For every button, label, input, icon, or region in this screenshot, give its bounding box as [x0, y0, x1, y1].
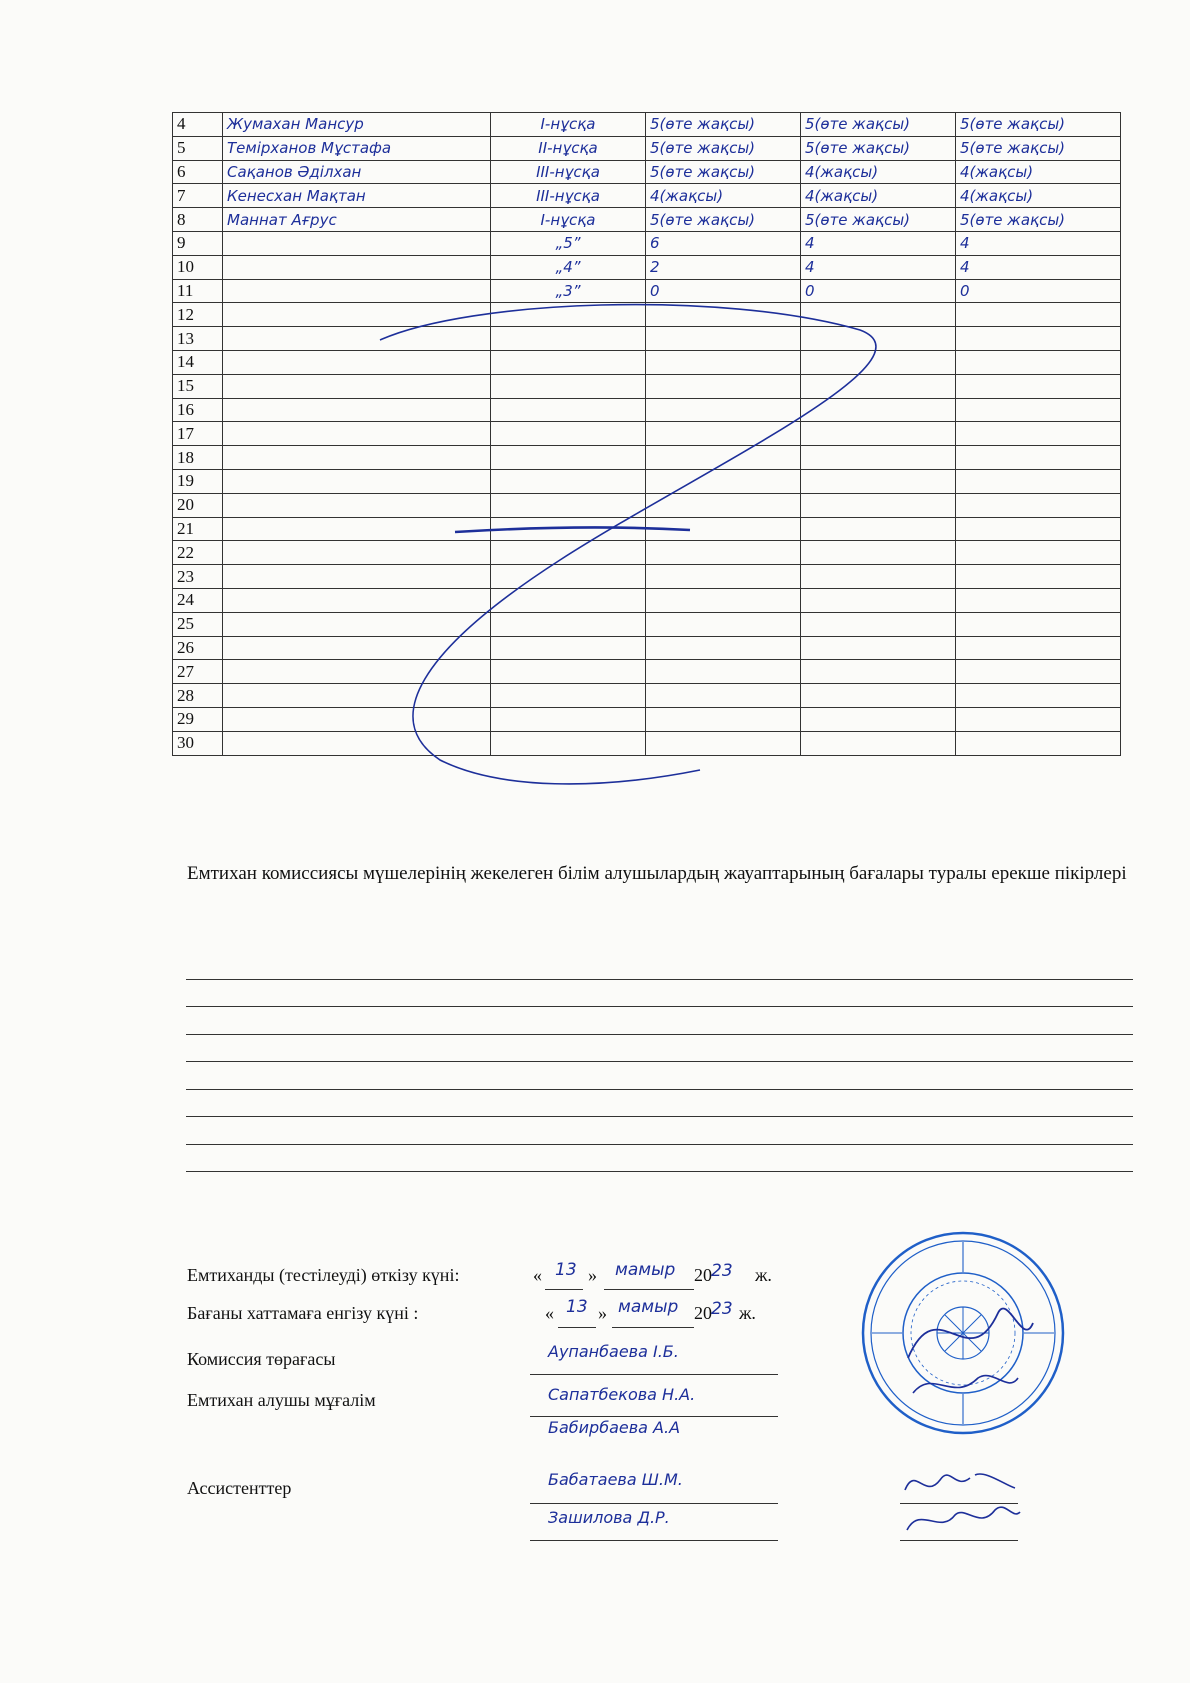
- table-row: [173, 231, 1121, 255]
- grade-2-cell: [801, 588, 956, 612]
- row-number-cell: 14: [173, 350, 223, 374]
- ticket-variant-cell: [491, 446, 646, 470]
- grade-1-cell: [646, 660, 801, 684]
- grade-3-cell: 4(жақсы): [956, 160, 1121, 184]
- student-name-cell: Сақанов Әділхан: [223, 160, 491, 184]
- grade-2-cell: 5(өте жақсы): [801, 208, 956, 232]
- student-name-cell: [223, 303, 491, 327]
- table-row: [173, 731, 1121, 755]
- grade-2-cell: [801, 636, 956, 660]
- grade-3-cell: [956, 374, 1121, 398]
- comment-line: [186, 1117, 1133, 1145]
- table-row: [173, 113, 1121, 137]
- ticket-variant-cell: [491, 327, 646, 351]
- grade-1-cell: 5(өте жақсы): [646, 136, 801, 160]
- grade-2-cell: 4(жақсы): [801, 160, 956, 184]
- ticket-variant-cell: „4”: [491, 255, 646, 279]
- student-name-cell: Кенесхан Мақтан: [223, 184, 491, 208]
- student-name-cell: [223, 660, 491, 684]
- ticket-variant-cell: [491, 398, 646, 422]
- grade-1-cell: 6: [646, 231, 801, 255]
- grade-3-cell: [956, 588, 1121, 612]
- row-number-cell: 11: [173, 279, 223, 303]
- row-number-cell: 26: [173, 636, 223, 660]
- exam-date-label: Емтиханды (тестілеуді) өткізу күні:: [187, 1265, 460, 1285]
- ticket-variant-cell: I-нұсқа: [491, 113, 646, 137]
- exam-date-day: 13: [555, 1260, 577, 1280]
- grade-2-cell: 4(жақсы): [801, 184, 956, 208]
- row-number-cell: 28: [173, 684, 223, 708]
- grade-3-cell: 5(өте жақсы): [956, 136, 1121, 160]
- examiner-name-2: Бабирбаева А.А: [548, 1418, 681, 1437]
- grade-1-cell: [646, 588, 801, 612]
- table-row: [173, 398, 1121, 422]
- grade-3-cell: [956, 731, 1121, 755]
- student-name-cell: [223, 731, 491, 755]
- table-row: [173, 350, 1121, 374]
- row-number-cell: 15: [173, 374, 223, 398]
- grade-1-cell: [646, 707, 801, 731]
- grades-table: [172, 112, 1121, 756]
- grade-3-cell: [956, 350, 1121, 374]
- grade-1-cell: 5(өте жақсы): [646, 160, 801, 184]
- ticket-variant-cell: II-нұсқа: [491, 136, 646, 160]
- row-number-cell: 25: [173, 612, 223, 636]
- grade-2-cell: [801, 565, 956, 589]
- exam-date-month: мамыр: [615, 1260, 676, 1280]
- ticket-variant-cell: [491, 588, 646, 612]
- row-number-cell: 9: [173, 231, 223, 255]
- grade-2-cell: [801, 469, 956, 493]
- grade-3-cell: [956, 422, 1121, 446]
- table-row: [173, 684, 1121, 708]
- row-number-cell: 23: [173, 565, 223, 589]
- table-row: [173, 374, 1121, 398]
- grade-1-cell: [646, 684, 801, 708]
- row-number-cell: 6: [173, 160, 223, 184]
- grade-3-cell: [956, 565, 1121, 589]
- record-day-line: [558, 1303, 596, 1328]
- grade-1-cell: 5(өте жақсы): [646, 208, 801, 232]
- student-name-cell: [223, 493, 491, 517]
- grade-1-cell: [646, 636, 801, 660]
- grade-3-cell: 0: [956, 279, 1121, 303]
- row-number-cell: 24: [173, 588, 223, 612]
- grade-3-cell: [956, 612, 1121, 636]
- row-number-cell: 20: [173, 493, 223, 517]
- exam-year-hw: 23: [711, 1261, 733, 1281]
- row-number-cell: 4: [173, 113, 223, 137]
- student-name-cell: [223, 422, 491, 446]
- ticket-variant-cell: [491, 493, 646, 517]
- ticket-variant-cell: [491, 541, 646, 565]
- record-date-day: 13: [566, 1297, 588, 1317]
- exam-date-open-quote: «: [533, 1265, 542, 1285]
- student-name-cell: [223, 398, 491, 422]
- ticket-variant-cell: [491, 517, 646, 541]
- row-number-cell: 7: [173, 184, 223, 208]
- assistants-label: Ассистенттер: [187, 1478, 292, 1498]
- grade-1-cell: 4(жақсы): [646, 184, 801, 208]
- grade-2-cell: [801, 731, 956, 755]
- student-name-cell: [223, 684, 491, 708]
- grade-3-cell: [956, 446, 1121, 470]
- grade-1-cell: [646, 541, 801, 565]
- grade-1-cell: [646, 327, 801, 351]
- student-name-cell: [223, 517, 491, 541]
- table-row: [173, 208, 1121, 232]
- table-row: [173, 469, 1121, 493]
- row-number-cell: 30: [173, 731, 223, 755]
- grade-1-cell: [646, 493, 801, 517]
- grade-2-cell: [801, 707, 956, 731]
- assistant-name-2: Зашилова Д.Р.: [548, 1508, 670, 1527]
- student-name-cell: [223, 374, 491, 398]
- table-row: [173, 327, 1121, 351]
- student-name-cell: [223, 707, 491, 731]
- chair-label: Комиссия төрағасы: [187, 1349, 336, 1369]
- record-date-suffix: ж.: [739, 1303, 756, 1323]
- grade-2-cell: [801, 422, 956, 446]
- row-number-cell: 21: [173, 517, 223, 541]
- table-row: [173, 636, 1121, 660]
- grade-2-cell: [801, 660, 956, 684]
- grade-2-cell: [801, 541, 956, 565]
- student-name-cell: [223, 327, 491, 351]
- grade-3-cell: [956, 493, 1121, 517]
- record-date-month: мамыр: [618, 1297, 679, 1317]
- row-number-cell: 29: [173, 707, 223, 731]
- row-number-cell: 19: [173, 469, 223, 493]
- grade-2-cell: [801, 517, 956, 541]
- table-row: [173, 303, 1121, 327]
- assistant-line-1: [530, 1479, 778, 1504]
- comment-line: [186, 1090, 1133, 1118]
- row-number-cell: 12: [173, 303, 223, 327]
- row-number-cell: 18: [173, 446, 223, 470]
- student-name-cell: [223, 541, 491, 565]
- row-number-cell: 10: [173, 255, 223, 279]
- ticket-variant-cell: I-нұсқа: [491, 208, 646, 232]
- comment-line: [186, 1035, 1133, 1063]
- examiner-label: Емтихан алушы мұғалім: [187, 1390, 376, 1410]
- comment-line: [186, 1145, 1133, 1173]
- grade-3-cell: 5(өте жақсы): [956, 113, 1121, 137]
- ticket-variant-cell: „5”: [491, 231, 646, 255]
- ticket-variant-cell: [491, 303, 646, 327]
- ticket-variant-cell: III-нұсқа: [491, 184, 646, 208]
- table-row: [173, 279, 1121, 303]
- grade-2-cell: [801, 398, 956, 422]
- ticket-variant-cell: [491, 684, 646, 708]
- grade-1-cell: 5(өте жақсы): [646, 113, 801, 137]
- grade-3-cell: [956, 660, 1121, 684]
- grade-1-cell: [646, 612, 801, 636]
- grade-3-cell: [956, 707, 1121, 731]
- student-name-cell: [223, 636, 491, 660]
- ticket-variant-cell: [491, 636, 646, 660]
- table-row: [173, 255, 1121, 279]
- record-year-prefix: 20: [694, 1303, 712, 1323]
- student-name-cell: [223, 350, 491, 374]
- comment-line: [186, 1062, 1133, 1090]
- grade-3-cell: [956, 398, 1121, 422]
- ticket-variant-cell: [491, 469, 646, 493]
- row-number-cell: 13: [173, 327, 223, 351]
- row-number-cell: 27: [173, 660, 223, 684]
- grade-2-cell: 4: [801, 231, 956, 255]
- chair-name: Аупанбаева І.Б.: [548, 1342, 679, 1361]
- ticket-variant-cell: [491, 660, 646, 684]
- grade-1-cell: [646, 350, 801, 374]
- grade-1-cell: [646, 374, 801, 398]
- table-row: [173, 493, 1121, 517]
- table-row: [173, 612, 1121, 636]
- student-name-cell: [223, 446, 491, 470]
- grade-2-cell: [801, 612, 956, 636]
- grade-2-cell: 4: [801, 255, 956, 279]
- table-row: [173, 660, 1121, 684]
- grade-1-cell: [646, 303, 801, 327]
- comment-line: [186, 980, 1133, 1008]
- exam-date-close-quote: »: [588, 1265, 597, 1285]
- examiner-name-1: Сапатбекова Н.А.: [548, 1385, 696, 1404]
- ticket-variant-cell: [491, 612, 646, 636]
- exam-month-line: [604, 1265, 694, 1290]
- record-month-line: [612, 1303, 694, 1328]
- exam-day-line: [545, 1265, 583, 1290]
- exam-year-prefix: 20: [694, 1265, 712, 1285]
- grade-1-cell: [646, 517, 801, 541]
- student-name-cell: Маннат Ағрус: [223, 208, 491, 232]
- grade-2-cell: [801, 327, 956, 351]
- grade-2-cell: [801, 350, 956, 374]
- grade-3-cell: [956, 517, 1121, 541]
- table-row: [173, 136, 1121, 160]
- comment-line: [186, 1007, 1133, 1035]
- grade-3-cell: 4(жақсы): [956, 184, 1121, 208]
- record-date-close-quote: »: [598, 1303, 607, 1323]
- ticket-variant-cell: [491, 374, 646, 398]
- comment-lines: [186, 952, 1133, 1172]
- grade-3-cell: 4: [956, 231, 1121, 255]
- assistant-signatures: [895, 1460, 1025, 1540]
- student-name-cell: [223, 279, 491, 303]
- grade-2-cell: [801, 493, 956, 517]
- ticket-variant-cell: [491, 565, 646, 589]
- exam-date-suffix: ж.: [755, 1265, 772, 1285]
- assistant-line-2: [530, 1516, 778, 1541]
- grade-3-cell: [956, 303, 1121, 327]
- student-name-cell: [223, 255, 491, 279]
- row-number-cell: 17: [173, 422, 223, 446]
- grade-2-cell: [801, 303, 956, 327]
- row-number-cell: 16: [173, 398, 223, 422]
- table-row: [173, 588, 1121, 612]
- grade-2-cell: 5(өте жақсы): [801, 136, 956, 160]
- ticket-variant-cell: „3”: [491, 279, 646, 303]
- grade-1-cell: 0: [646, 279, 801, 303]
- grade-1-cell: [646, 731, 801, 755]
- table-row: [173, 422, 1121, 446]
- grade-1-cell: [646, 422, 801, 446]
- table-row: [173, 707, 1121, 731]
- grade-2-cell: [801, 374, 956, 398]
- record-date-open-quote: «: [545, 1303, 554, 1323]
- grades-table-body: [173, 113, 1121, 756]
- grade-2-cell: [801, 684, 956, 708]
- grade-3-cell: [956, 327, 1121, 351]
- grade-3-cell: [956, 636, 1121, 660]
- student-name-cell: [223, 469, 491, 493]
- grade-2-cell: 0: [801, 279, 956, 303]
- student-name-cell: [223, 612, 491, 636]
- grade-2-cell: [801, 446, 956, 470]
- student-name-cell: [223, 231, 491, 255]
- grade-3-cell: 4: [956, 255, 1121, 279]
- ticket-variant-cell: III-нұсқа: [491, 160, 646, 184]
- record-date-label: Бағаны хаттамаға енгізу күні :: [187, 1303, 419, 1323]
- table-row: [173, 446, 1121, 470]
- grade-2-cell: 5(өте жақсы): [801, 113, 956, 137]
- ticket-variant-cell: [491, 707, 646, 731]
- table-row: [173, 541, 1121, 565]
- comments-title: Емтихан комиссиясы мүшелерінің жекелеген білім алушылардың жауаптарының бағалары туралы ерекше пікірлері: [187, 863, 1127, 884]
- grade-3-cell: 5(өте жақсы): [956, 208, 1121, 232]
- grade-1-cell: [646, 398, 801, 422]
- table-row: [173, 517, 1121, 541]
- grade-3-cell: [956, 541, 1121, 565]
- student-name-cell: Жумахан Мансур: [223, 113, 491, 137]
- record-year-hw: 23: [711, 1299, 733, 1319]
- grade-3-cell: [956, 469, 1121, 493]
- ticket-variant-cell: [491, 350, 646, 374]
- grade-1-cell: [646, 469, 801, 493]
- grade-1-cell: [646, 446, 801, 470]
- grade-3-cell: [956, 684, 1121, 708]
- grade-1-cell: 2: [646, 255, 801, 279]
- student-name-cell: [223, 588, 491, 612]
- student-name-cell: [223, 565, 491, 589]
- ticket-variant-cell: [491, 422, 646, 446]
- table-row: [173, 160, 1121, 184]
- table-row: [173, 184, 1121, 208]
- assistant-name-1: Бабатаева Ш.М.: [548, 1470, 683, 1489]
- grade-1-cell: [646, 565, 801, 589]
- ticket-variant-cell: [491, 731, 646, 755]
- official-seal: [858, 1228, 1068, 1438]
- row-number-cell: 22: [173, 541, 223, 565]
- comment-line: [186, 952, 1133, 980]
- student-name-cell: Темірханов Мұстафа: [223, 136, 491, 160]
- row-number-cell: 8: [173, 208, 223, 232]
- row-number-cell: 5: [173, 136, 223, 160]
- table-row: [173, 565, 1121, 589]
